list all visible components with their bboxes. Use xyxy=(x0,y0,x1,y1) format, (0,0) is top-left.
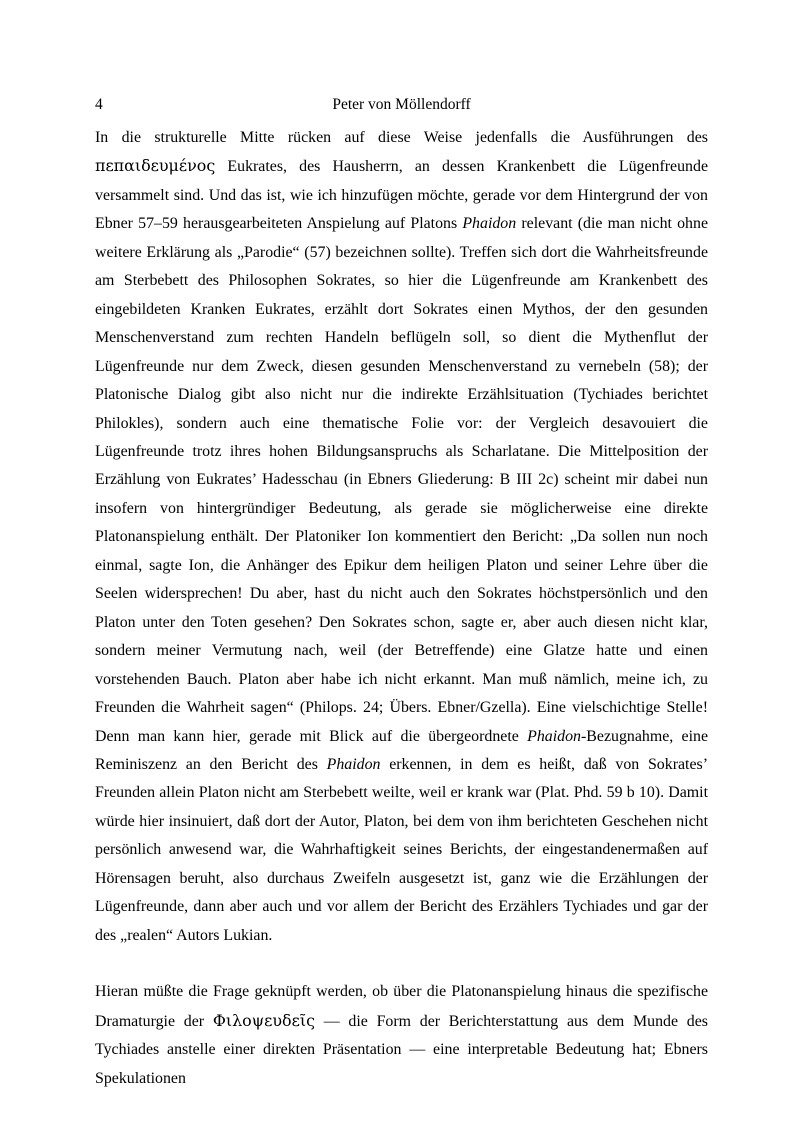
greek-text: Φιλοψευδεῖς xyxy=(212,1010,315,1030)
page-number: 4 xyxy=(95,96,103,113)
text-run: relevant (die man nicht ohne weitere Erklärung als „Parodie“ (57) bezeichnen sollte). Treffen sich dort die Wahrheitsfreunde am Sterbebett des Philosophen Sokrates, so hier die Lügenfreunde am Krankenbett des eingebildeten Kranken Eukrates, erzählt dort Sokrates einen Mythos, der den gesunden Menschenverstand zum rechten Handeln beflügeln soll, so dient die Mythenflut der Lügenfreunde nur dem Zweck, diesen gesunden Menschenverstand zu vernebeln (58); der Platonische Dialog gibt also nicht nur die indirekte Erzählsituation (Tychiades berichtet Philokles), sondern auch eine thematische Folie vor: der Vergleich desavouiert die Lügenfreunde trotz ihres hohen Bildungsanspruchs als Scharlatane. Die Mittelposition der Erzählung von Eukrates’ Hadesschau (in Ebners Gliederung: B III 2c) scheint mir dabei nun insofern von hintergründiger Bedeutung, als gerade sie möglicherweise eine direkte Platonanspielung enthält. Der Platoniker Ion kommentiert den Bericht: „Da sollen nun noch einmal, sagte Ion, die Anhänger des Epikur dem heiligen Platon und seiner Lehre über die Seelen widersprechen! Du aber, hast du nicht auch den Sokrates höchstpersönlich und den Platon unter den Toten gesehen? Den Sokrates schon, sagte er, aber auch diesen nicht klar, sondern meiner Vermutung nach, weil (der Betreffende) eine Glatze hatte und einen vorstehenden Bauch. Platon aber habe ich nicht erkannt. Man muß nämlich, meine ich, zu Freunden die Wahrheit sagen“ (Philops. 24; Übers. Ebner/Gzella). Eine vielschichtige Stelle! Denn man kann hier, gerade mit Blick auf die übergeordnete xyxy=(95,215,709,745)
page-header xyxy=(95,96,708,116)
italic-text: Phaidon xyxy=(527,727,581,745)
italic-text: Phaidon xyxy=(462,215,517,233)
text-run: Eukrates, des Hausherrn, an dessen Krankenbett die Lügenfreunde versammelt sind. Und das ist, wie ich hinzufügen möchte, gerade vor dem Hintergrund der von Ebner 57–59 herausgearbeiteten Anspielung auf Platons xyxy=(95,158,708,233)
greek-text: πεπαιδευμένος xyxy=(95,156,216,176)
running-head: Peter von Möllendorff xyxy=(332,96,471,113)
paragraph xyxy=(95,978,708,1093)
italic-text: Phaidon xyxy=(326,755,381,773)
text-run: -Bezugnahme, eine Reminiszenz an den Bericht des xyxy=(95,727,708,773)
text-run: — die Form der Berichterstattung aus dem Munde des Tychiades anstelle einer direkten Präsentation — eine interpretable Bedeutung hat; Ebners Spekulationen xyxy=(95,1012,708,1087)
text-run: erkennen, in dem es heißt, daß von Sokrates’ Freunden allein Platon nicht am Sterbebett weilte, weil er krank war (Plat. Phd. 59 b 10). Damit würde hier insinuiert, daß dort der Autor, Platon, bei dem von ihm berichteten Geschehen nicht persönlich anwesend war, die Wahrhaftigkeit seines Berichts, der eingestandenermaßen auf Hörensagen beruht, also durchaus Zweifeln ausgesetzt ist, ganz wie die Erzählungen der Lügenfreunde, dann aber auch und vor allem der Bericht des Erzählers Tychiades und gar der des „realen“ Autors Lukian. xyxy=(95,755,708,944)
text-run: In die strukturelle Mitte rücken auf diese Weise jedenfalls die Ausführungen des xyxy=(95,129,708,146)
paragraph xyxy=(95,124,708,950)
body-text xyxy=(95,124,708,1093)
text-run: Hieran müßte die Frage geknüpft werden, ob über die Platonanspielung hinaus die spezifische Dramaturgie der xyxy=(95,983,708,1030)
